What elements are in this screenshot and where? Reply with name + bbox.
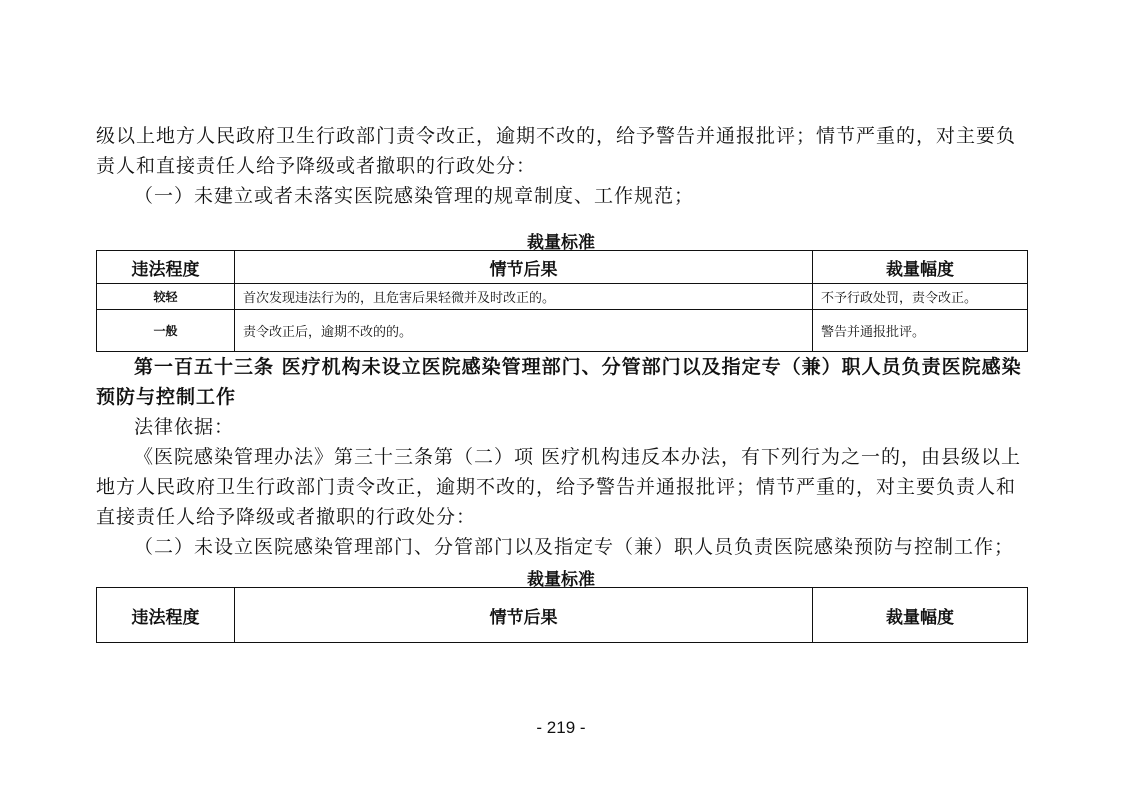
row-level: 一般 bbox=[97, 310, 235, 352]
table-header-row bbox=[97, 588, 1028, 643]
row-circumstance: 责令改正后，逾期不改的的。 bbox=[235, 310, 813, 352]
item-two-paragraph: （二）未设立医院感染管理部门、分管部门以及指定专（兼）职人员负责医院感染预防与控制工作； bbox=[134, 536, 1015, 558]
header-violation-degree: 违法程度 bbox=[97, 588, 235, 643]
discretion-standard-table bbox=[96, 587, 1028, 643]
row-level: 较轻 bbox=[97, 284, 235, 310]
table-row bbox=[97, 284, 1028, 310]
row-circumstance: 首次发现违法行为的，且危害后果轻微并及时改正的。 bbox=[235, 284, 813, 310]
continuation-paragraph: 级以上地方人民政府卫生行政部门责令改正，逾期不改的，给予警告并通报批评；情节严重的，对主要负责人和直接责任人给予降级或者撤职的行政处分： bbox=[96, 125, 1017, 177]
table-row bbox=[97, 310, 1028, 352]
item-one-paragraph: （一）未建立或者未落实医院感染管理的规章制度、工作规范； bbox=[134, 185, 695, 207]
article-heading: 第一百五十三条 医疗机构未设立医院感染管理部门、分管部门以及指定专（兼）职人员负责医院感染预防与控制工作 bbox=[96, 356, 1022, 408]
header-circumstance: 情节后果 bbox=[235, 251, 813, 284]
header-penalty-range: 裁量幅度 bbox=[813, 588, 1028, 643]
header-circumstance: 情节后果 bbox=[235, 588, 813, 643]
page-number: - 219 - bbox=[536, 718, 586, 737]
discretion-standard-table bbox=[96, 250, 1028, 352]
header-penalty-range: 裁量幅度 bbox=[813, 251, 1028, 284]
table-caption: 裁量标准 bbox=[527, 233, 595, 253]
table-caption: 裁量标准 bbox=[527, 570, 595, 590]
row-penalty: 不予行政处罚，责令改正。 bbox=[813, 284, 1028, 310]
legal-basis-label: 法律依据： bbox=[134, 416, 235, 438]
header-violation-degree: 违法程度 bbox=[97, 251, 235, 284]
table-header-row bbox=[97, 251, 1028, 284]
legal-basis-paragraph: 《医院感染管理办法》第三十三条第（二）项 医疗机构违反本办法，有下列行为之一的，由县级以上地方人民政府卫生行政部门责令改正，逾期不改的，给予警告并通报批评；情节严重的，对主要负责人和直接责任人给予降级或者撤职的行政处分： bbox=[96, 446, 1022, 528]
row-penalty: 警告并通报批评。 bbox=[813, 310, 1028, 352]
